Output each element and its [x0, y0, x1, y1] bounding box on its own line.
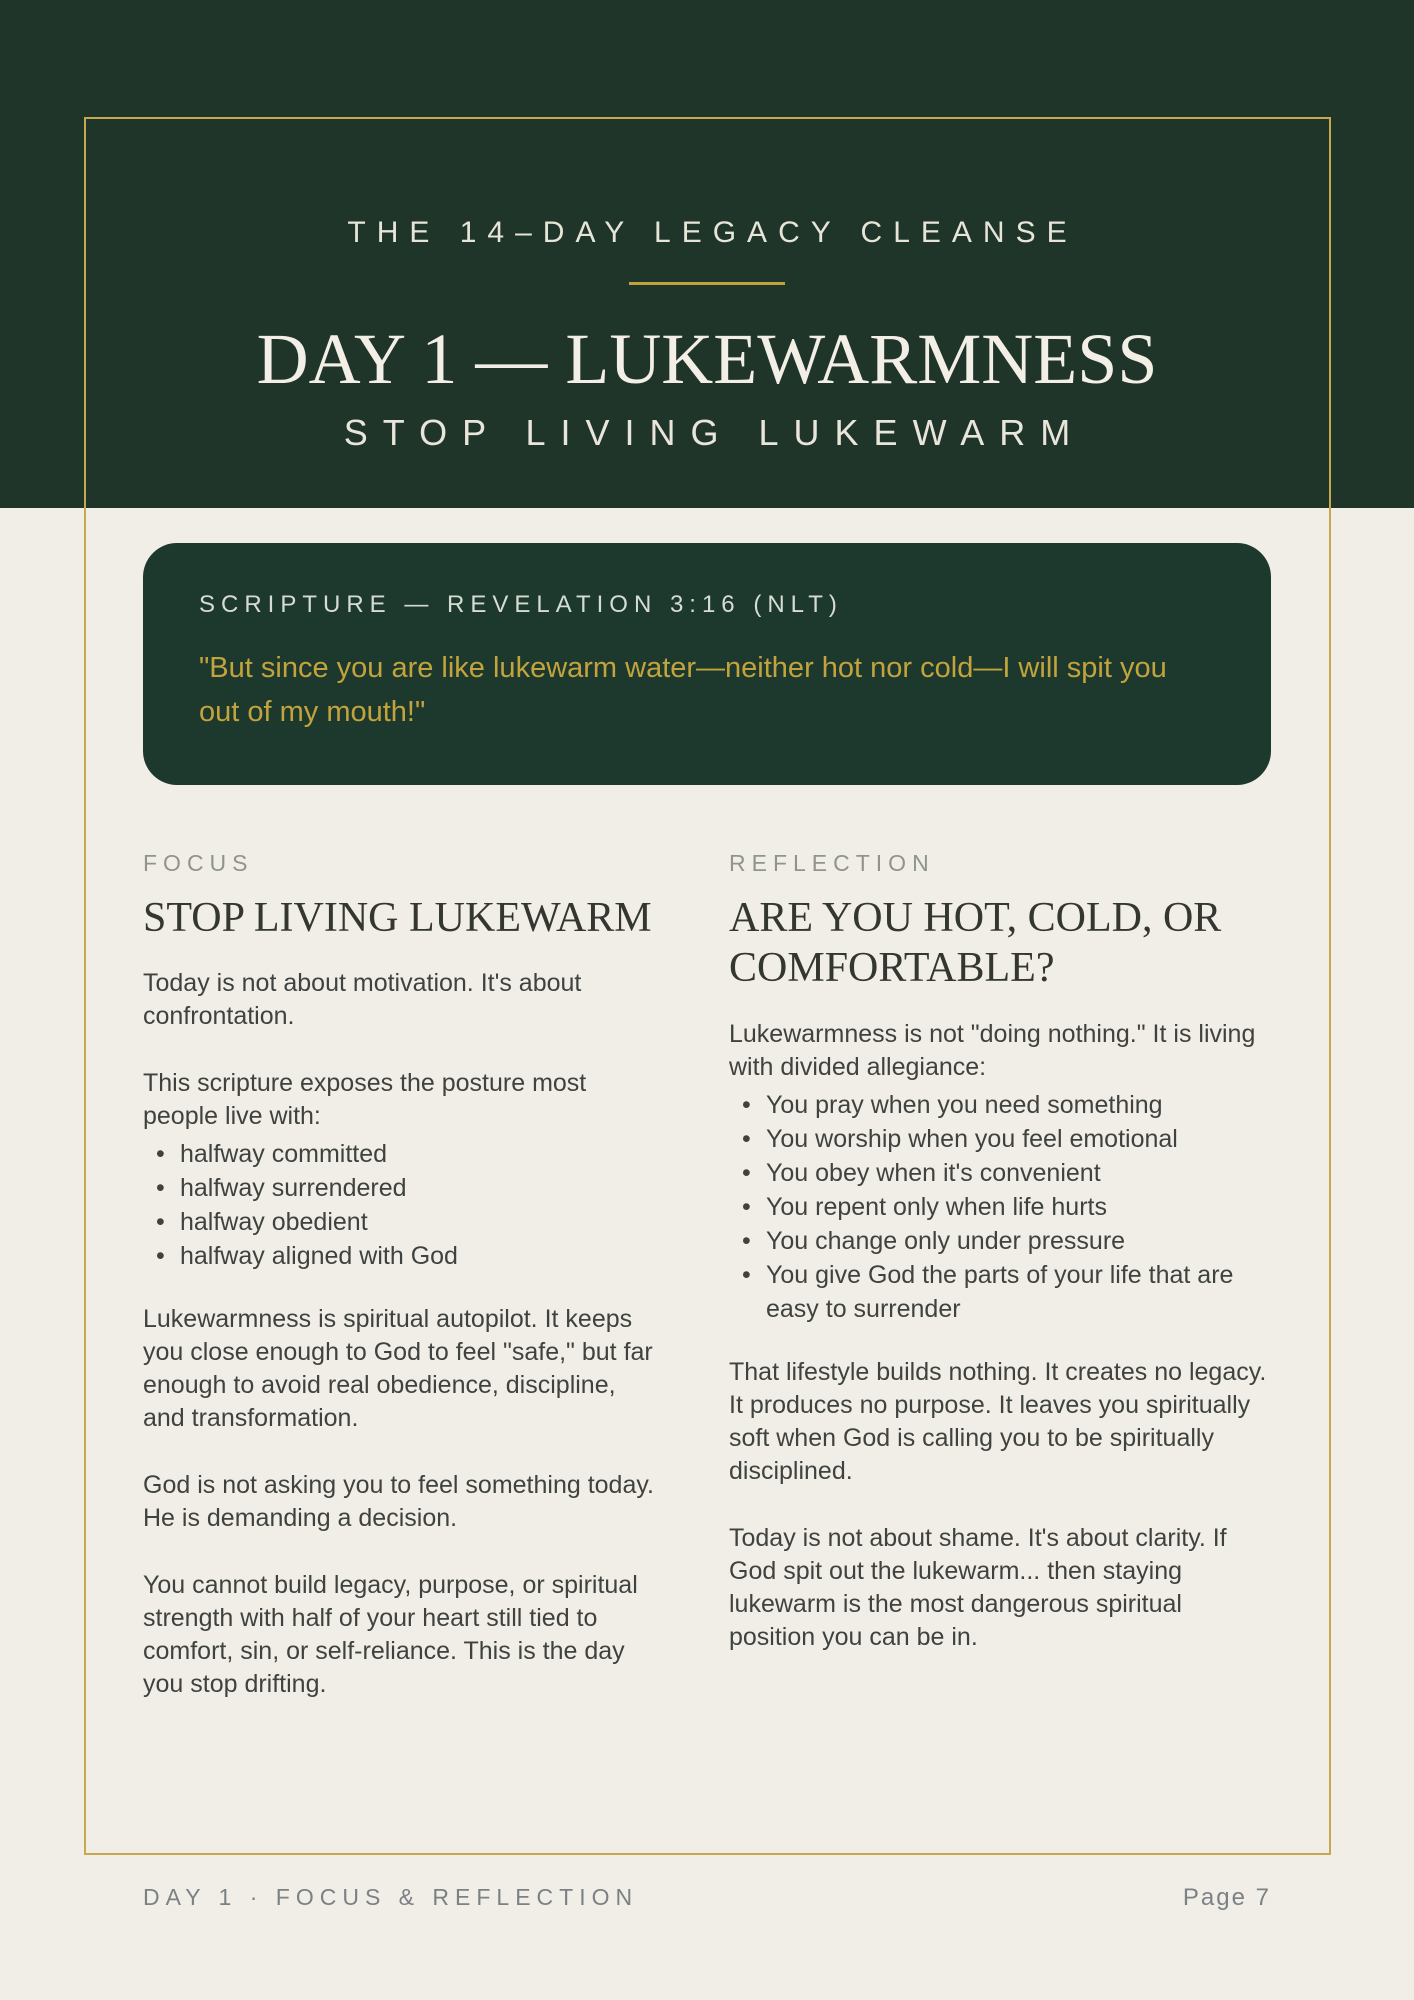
list-item: • halfway aligned with God	[143, 1239, 663, 1273]
list-item: • You repent only when life hurts	[729, 1190, 1271, 1224]
reflection-heading: ARE YOU HOT, COLD, OR COMFORTABLE?	[729, 895, 1222, 992]
focus-label: FOCUS	[143, 850, 254, 876]
reflection-column	[729, 850, 1271, 1735]
list-item: • You change only under pressure	[729, 1224, 1271, 1258]
list-item: • You give God the parts of your life that are easy to surrender	[729, 1258, 1271, 1326]
list-item: • You worship when you feel emotional	[729, 1122, 1271, 1156]
focus-para-3: Lukewarmness is spiritual autopilot. It keeps you close enough to God to feel "safe," but far enough to avoid real obedience, discipline, and transformation.	[143, 1305, 653, 1433]
scripture-quote: "But since you are like lukewarm water—neither hot nor cold—I will spit you out of my mouth!"	[199, 652, 1167, 728]
list-item: • You obey when it's convenient	[729, 1156, 1271, 1190]
reflection-para-1: Lukewarmness is not "doing nothing." It is living with divided allegiance:	[729, 1019, 1256, 1081]
page-number: Page 7	[1182, 1884, 1271, 1911]
focus-para-4: God is not asking you to feel something today. He is demanding a decision.	[143, 1471, 654, 1533]
reflection-bullet-list	[729, 1088, 1271, 1326]
scripture-card	[143, 543, 1271, 785]
content-columns	[143, 850, 1271, 1735]
focus-para-1: Today is not about motivation. It's about confrontation.	[143, 969, 582, 1031]
page-title: DAY 1 — LUKEWARMNESS	[256, 319, 1158, 399]
focus-heading: STOP LIVING LUKEWARM	[143, 895, 652, 941]
reflection-label: REFLECTION	[729, 850, 935, 876]
series-eyebrow: THE 14–DAY LEGACY CLEANSE	[347, 216, 1078, 249]
header-divider	[629, 282, 785, 285]
focus-bullet-list	[143, 1137, 663, 1273]
list-item: • halfway surrendered	[143, 1171, 663, 1205]
focus-column	[143, 850, 663, 1735]
list-item: • halfway obedient	[143, 1205, 663, 1239]
focus-para-5: You cannot build legacy, purpose, or spiritual strength with half of your heart still tied to comfort, sin, or self-reliance. This is the day you stop drifting.	[143, 1571, 638, 1699]
scripture-label: SCRIPTURE — REVELATION 3:16 (NLT)	[199, 591, 843, 618]
list-item: • You pray when you need something	[729, 1088, 1271, 1122]
list-item: • halfway committed	[143, 1137, 663, 1171]
page-subtitle: STOP LIVING LUKEWARM	[343, 412, 1086, 453]
footer-section-title: DAY 1 · FOCUS & REFLECTION	[143, 1884, 639, 1910]
page-footer	[143, 1884, 1271, 1912]
reflection-para-3: Today is not about shame. It's about clarity. If God spit out the lukewarm... then staying lukewarm is the most dangerous spiritual position you can be in.	[729, 1523, 1227, 1651]
reflection-para-2: That lifestyle builds nothing. It creates no legacy. It produces no purpose. It leaves you spiritually soft when God is calling you to be spiritually disciplined.	[729, 1357, 1267, 1485]
focus-para-2: This scripture exposes the posture most people live with:	[143, 1069, 587, 1131]
